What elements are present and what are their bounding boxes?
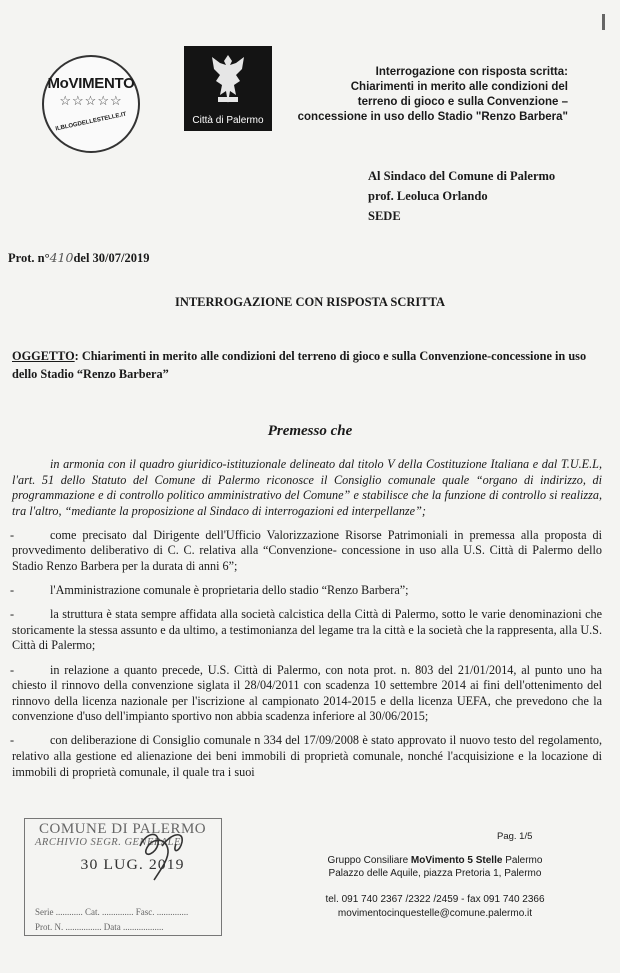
body-paragraph: in armonia con il quadro giuridico-istituzionale delineato dal titolo V della Costituzione Italiana e dal T.U.E.L, l'art. 51 dello Statuto del Comune di Palermo riconosce il Consiglio comunale quale “organo di indirizzo, di programmazione e di controllo politico amministrativo del Comune” e stabilisce che la funzione di controllo si realizza, tra l'altro, “mediante la proposizione al Sindaco di interrogazioni ed interpellanze”; <box>12 457 602 518</box>
stamp-subtitle: ARCHIVIO SEGR. GENERALE <box>35 837 181 848</box>
protocol-date: del 30/07/2019 <box>73 251 150 265</box>
header-line: concessione in uso dello Stadio "Renzo Barbera" <box>297 111 568 123</box>
footer-address: Palazzo delle Aquile, piazza Pretoria 1, Palermo <box>328 868 542 880</box>
premesso-heading: Premesso che <box>267 423 353 439</box>
header-title-block <box>268 65 568 125</box>
header-line: Chiarimenti in merito alle condizioni del <box>350 81 568 93</box>
footer-block <box>296 854 574 920</box>
document-heading: INTERROGAZIONE CON RISPOSTA SCRITTA <box>174 295 446 309</box>
stamp-prot-row: Prot. N. ................ Data .................. <box>35 922 164 932</box>
addressee-block <box>368 166 555 226</box>
stamp-title: COMUNE DI PALERMO <box>39 821 207 837</box>
movimento-logo <box>42 55 140 153</box>
body-paragraph: - come precisato dal Dirigente dell'Ufficio Valorizzazione Risorse Patrimoniali in premessa alla proposta di provvedimento deliberativo di C. C. relativa alla “Convenzione- concessione in uso alla U.S. Città di Palermo dello Stadio Renzo Barbera per la durata di anni 6”; <box>10 527 602 574</box>
protocol-prefix: Prot. n° <box>8 251 50 265</box>
palermo-logo <box>184 46 272 131</box>
footer-phone: tel. 091 740 2367 /2322 /2459 - fax 091 740 2366 <box>325 894 545 906</box>
body-paragraph: - con deliberazione di Consiglio comunale n 334 del 17/09/2008 è stato approvato il nuovo testo del regolamento, relativo alla gestione ed alienazione dei beni immobili di proprietà comunale, nonché l'acquisizione e la locazione di immobili di proprietà comunale, il quale tra i suoi <box>10 733 602 779</box>
addressee-line: Al Sindaco del Comune di Palermo <box>368 169 556 183</box>
protocol-number: 410 <box>49 250 74 265</box>
body-paragraph: - l'Amministrazione comunale è proprietaria dello stadio “Renzo Barbera”; <box>10 583 409 598</box>
footer-group: Gruppo Consiliare MoVimento 5 Stelle Palermo <box>327 855 543 866</box>
protocol-line <box>8 250 149 266</box>
stamp-date: 30 LUG. 2019 <box>80 857 185 873</box>
palermo-logo-name: Città di Palermo <box>192 115 264 126</box>
movimento-logo-word: MoVIMENTO <box>47 75 135 92</box>
footer-email: movimentocinquestelle@comune.palermo.it <box>337 907 533 919</box>
oggetto-label: OGGETTO <box>12 349 75 363</box>
header-title: Interrogazione con risposta scritta: <box>375 66 568 78</box>
oggetto-block <box>12 347 592 383</box>
eagle-crest-icon <box>206 51 250 109</box>
body-paragraph: - la struttura è stata sempre affidata alla società calcistica della Città di Palermo, sotto le varie denominazioni che storicamente la stessa assunto e da ultimo, a testimonianza del legame tra la città e la società che la rappresenta, alla U.S. Città di Palermo; <box>10 607 602 653</box>
addressee-line: SEDE <box>368 209 401 223</box>
page-number: Pag. 1/5 <box>497 831 533 842</box>
archive-stamp <box>24 818 222 936</box>
body-text <box>12 457 602 789</box>
handwritten-signature-icon <box>132 824 192 884</box>
addressee-line: prof. Leoluca Orlando <box>368 189 488 203</box>
header-line: terreno di gioco e sulla Convenzione – <box>357 96 568 108</box>
body-paragraph: - in relazione a quanto precede, U.S. Città di Palermo, con nota prot. n. 803 del 21/01/2014, al punto uno ha chiesto il rinnovo della convenzione siglata il 28/04/2011 con scadenza 10 settembre 2014 ai fini dell'ottenimento del rinnovo della licenza nazionale per l'iscrizione al campionato 2014-2015 e della licenza UEFA, che prevedono che la convenzione d'uso dell'impianto sportivo non abbia scadenza inferiore al 30/06/2015; <box>10 662 602 724</box>
movimento-logo-stars: ☆☆☆☆☆ <box>59 93 123 108</box>
scan-mark <box>602 14 605 30</box>
movimento-logo-url: ILBLOGDELLESTELLE.IT <box>54 111 128 133</box>
stamp-serie-row: Serie ............ Cat. .............. Fasc. .............. <box>35 907 189 917</box>
oggetto-text: : Chiarimenti in merito alle condizioni del terreno di gioco e sulla Convenzione-concessione in uso dello Stadio “Renzo Barbera” <box>12 349 587 381</box>
